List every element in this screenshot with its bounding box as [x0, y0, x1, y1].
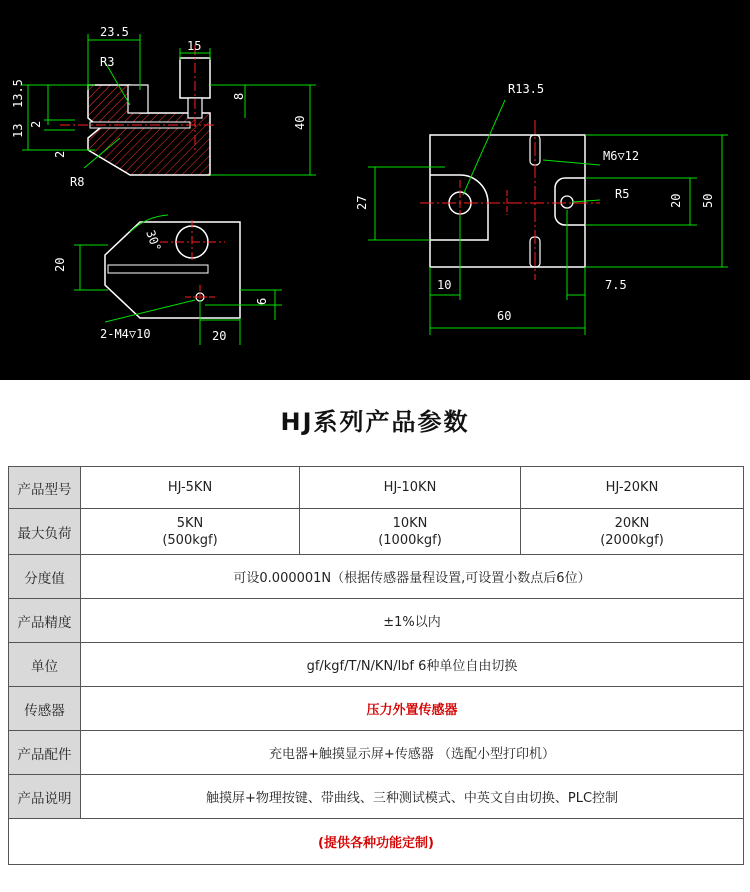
table-row-footer	[9, 819, 744, 865]
page-title: HJ系列产品参数	[280, 408, 470, 436]
table-row-accessories	[9, 731, 744, 775]
cad-drawing	[0, 0, 750, 380]
row-label: 产品精度	[9, 599, 81, 643]
model-cell: HJ-10KN	[300, 467, 521, 509]
row-value: 可设0.000001N（根据传感器量程设置,可设置小数点后6位）	[81, 555, 744, 599]
dim-20-left: 20	[53, 257, 67, 272]
load-kgf: (1000kgf)	[378, 532, 442, 548]
dim-23-5: 23.5	[100, 25, 129, 39]
dim-2a: 2	[29, 120, 43, 128]
row-value: 充电器+触摸显示屏+传感器 （选配小型打印机）	[81, 731, 744, 775]
table-row-load	[9, 509, 744, 555]
dim-r8: R8	[70, 175, 85, 189]
row-label: 产品配件	[9, 731, 81, 775]
table-row-unit	[9, 643, 744, 687]
row-label: 产品说明	[9, 775, 81, 819]
dim-m6: M6▽12	[603, 149, 640, 163]
load-kn: 5KN	[176, 515, 204, 531]
load-cell	[81, 509, 300, 555]
table-row-description	[9, 775, 744, 819]
load-kn: 20KN	[614, 515, 650, 531]
dim-13-5: 13.5	[11, 79, 25, 108]
row-value: gf/kgf/T/N/KN/lbf 6种单位自由切换	[81, 643, 744, 687]
dim-50: 50	[701, 193, 715, 208]
dim-r5: R5	[615, 187, 630, 201]
load-kgf: (2000kgf)	[600, 532, 664, 548]
row-label-model: 产品型号	[9, 467, 81, 509]
dim-60: 60	[497, 309, 512, 323]
row-value: 触摸屏+物理按键、带曲线、三种测试模式、中英文自由切换、PLC控制	[81, 775, 744, 819]
table-row-resolution	[9, 555, 744, 599]
dim-r3: R3	[100, 55, 115, 69]
dim-13: 13	[11, 123, 25, 138]
row-label: 单位	[9, 643, 81, 687]
left-bottom-view	[53, 215, 282, 345]
dim-7-5: 7.5	[605, 278, 627, 292]
load-cell	[300, 509, 521, 555]
table-row-sensor	[9, 687, 744, 731]
dim-30-deg: 30°	[143, 228, 164, 254]
model-cell: HJ-5KN	[81, 467, 300, 509]
load-cell	[521, 509, 744, 555]
row-value: ±1%以内	[81, 599, 744, 643]
dim-15: 15	[187, 39, 202, 53]
load-kgf: (500kgf)	[162, 532, 218, 548]
dim-27: 27	[355, 195, 369, 210]
model-cell: HJ-20KN	[521, 467, 744, 509]
dim-40: 40	[293, 115, 307, 130]
right-view	[355, 82, 728, 335]
row-value-sensor: 压力外置传感器	[81, 687, 744, 731]
spec-table	[8, 466, 744, 865]
row-label-load: 最大负荷	[9, 509, 81, 555]
dim-2b: 2	[53, 150, 67, 158]
load-kn: 10KN	[392, 515, 428, 531]
table-row-accuracy	[9, 599, 744, 643]
table-row-model	[9, 467, 744, 509]
dim-20-bottom: 20	[212, 329, 227, 343]
dim-8: 8	[232, 92, 246, 100]
dim-10: 10	[437, 278, 452, 292]
left-top-view	[11, 25, 316, 189]
dim-20-right: 20	[669, 193, 683, 208]
dim-r13-5: R13.5	[508, 82, 545, 96]
dim-6: 6	[255, 297, 269, 305]
customization-note: (提供各种功能定制)	[9, 819, 744, 865]
row-label: 传感器	[9, 687, 81, 731]
row-label: 分度值	[9, 555, 81, 599]
dim-m4: 2-M4▽10	[100, 327, 151, 341]
cad-svg	[0, 0, 750, 380]
